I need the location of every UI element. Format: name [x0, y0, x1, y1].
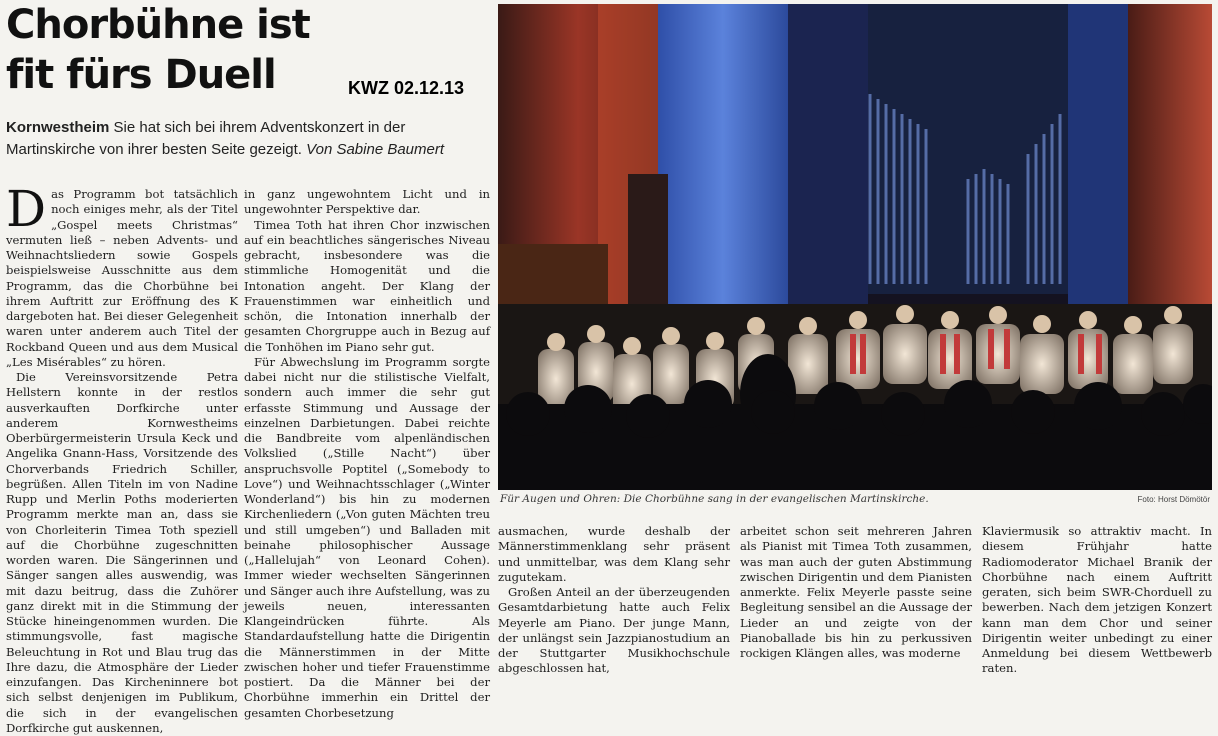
headline — [6, 0, 336, 100]
lead-place: Kornwestheim — [6, 119, 110, 136]
headline-line-2: fit fürs Duell — [6, 52, 276, 98]
paragraph: Das Programm bot tatsächlich noch einiges mehr, als der Titel „Gospel meets Christmas“ vermuten ließ – neben Advents- und Weihnachtsliedern sowie Gospels beispielsweise Ausschnitte aus dem Programm, das die Chorbühne bei ihrem Auftritt zur Eröffnung des K dargeboten hat. Bei dieser Gelegenheit waren unter anderem auch Titel der Rockband Queen und aus dem Musical „Les Misérables“ zu hören. — [6, 180, 238, 369]
article-column-4 — [740, 524, 972, 661]
lead-text: Sie hat sich bei ihrem Adventskonzert in der Martinskirche von ihrer besten Seite gezeigt. — [6, 119, 406, 158]
headline-line-1: Chorbühne ist — [6, 2, 310, 48]
article-column-1 — [6, 180, 238, 736]
paragraph: Timea Toth hat ihren Chor inzwischen auf ein beachtliches sängerisches Niveau gebracht, insbesondere was die stimmliche Homogenität und die Intonation angeht. Der Klang der Frauenstimmen war einheitlich und schön, die Intonation innerhalb der gesamten Chorgruppe auch in Bezug auf die Tonhöhen im Piano sehr gut. — [244, 217, 490, 354]
drop-cap: D — [6, 180, 47, 238]
photo-caption: Für Augen und Ohren: Die Chorbühne sang in der evangelischen Martinskirche. — [500, 493, 929, 505]
paragraph: Großen Anteil an der überzeugenden Gesamtdarbietung hatte auch Felix Meyerle am Piano. Der junge Mann, der unlängst sein Jazzpianostudium an der Stuttgarter Musikhochschule abgeschlossen hat, — [498, 585, 730, 676]
date-stamp: KWZ 02.12.13 — [348, 78, 465, 98]
article-column-3 — [498, 524, 730, 677]
paragraph: ausmachen, wurde deshalb der Männerstimmenklang sehr präsent und unmittelbar, was dem Klang sehr zugutekam. — [498, 524, 730, 584]
lead-author: Von Sabine Baumert — [306, 141, 445, 158]
lead-paragraph — [6, 117, 476, 161]
article-column-2 — [244, 187, 490, 721]
paragraph: Die Vereinsvorsitzende Petra Hellstern konnte in der restlos ausverkauften Dorfkirche unter anderem Kornwestheims Oberbürgermeisterin Ursula Keck und Angelika Gnann-Hass, Vorsitzende des Chorverbands Friedrich Schiller, begrüßen. Allen Titeln im von Nadine Rupp und Merlin Poths moderierten Programm merkte man an, dass sie von Chorleiterin Timea Toth speziell auf die Chorbühne zugeschnitten worden waren. Die Sängerinnen und Sänger sangen alles auswendig, was mit dazu beitrug, dass die Zuhörer ganz direkt mit in die Stimmung der Stücke hineingenommen wurden. Die stimmungsvolle, fast magische Beleuchtung in Rot und Blau trug das Ihre dazu, die Atmosphäre der Lieder einzufangen. Das Kircheninnere bot sich selbst denjenigen im Publikum, die sich in der evangelischen Dorfkirche gut auskennen, — [6, 370, 238, 735]
paragraph: arbeitet schon seit mehreren Jahren als Pianist mit Timea Toth zusammen, was man auch der guten Abstimmung zwischen Dirigentin und dem Pianisten anmerkte. Felix Meyerle passte seine Begleitung sensibel an die Aussage der Lieder an und zeigte von der Pianoballade bis hin zu perkussiven rockigen Klängen alles, was moderne — [740, 524, 972, 660]
article-column-5 — [982, 524, 1212, 677]
photo-credit: Foto: Horst Dömötör — [1137, 495, 1210, 504]
paragraph: in ganz ungewohntem Licht und in ungewohnter Perspektive dar. — [244, 187, 490, 217]
paragraph: Klaviermusik so attraktiv macht. In diesem Frühjahr hatte Radiomoderator Michael Branik der Chorbühne nach einem Auftritt geraten, sich beim SWR-Chorduell zu bewerben. Nach dem jetzigen Konzert kann man dem Chor und seiner Dirigentin weiter unbedingt zu einer Anmeldung bei diesem Wettbewerb raten. — [982, 524, 1212, 676]
choir-photo — [498, 4, 1212, 490]
paragraph: Für Abwechslung im Programm sorgte dabei nicht nur die stilistische Vielfalt, sondern auch immer die sehr gut erfasste Stimmung und Aussage der einzelnen Darbietungen. Dabei reichte die Bandbreite vom alpenländischen Volkslied („Stille Nacht“) über anspruchsvolle Poptitel („Somebody to Love“) und Weihnachtsschlager („Winter Wonderland“) bis hin zu modernen Kirchenliedern („Von guten Mächten treu und still umgeben“) und Balladen mit beinahe philosophischer Aussage („Hallelujah“ von Leonard Cohen). Immer wieder wechselten Sängerinnen und Sänger auch ihre Aufstellung, was zu jeweils neuen, interessanten Klangeindrücken führte. Als Standardaufstellung hatte die Dirigentin die Männerstimmen in der Mitte zwischen hoher und tiefer Frauenstimme postiert. Da die Männer bei der Chorbühne immerhin ein Drittel der gesamten Chorbesetzung — [244, 354, 490, 720]
